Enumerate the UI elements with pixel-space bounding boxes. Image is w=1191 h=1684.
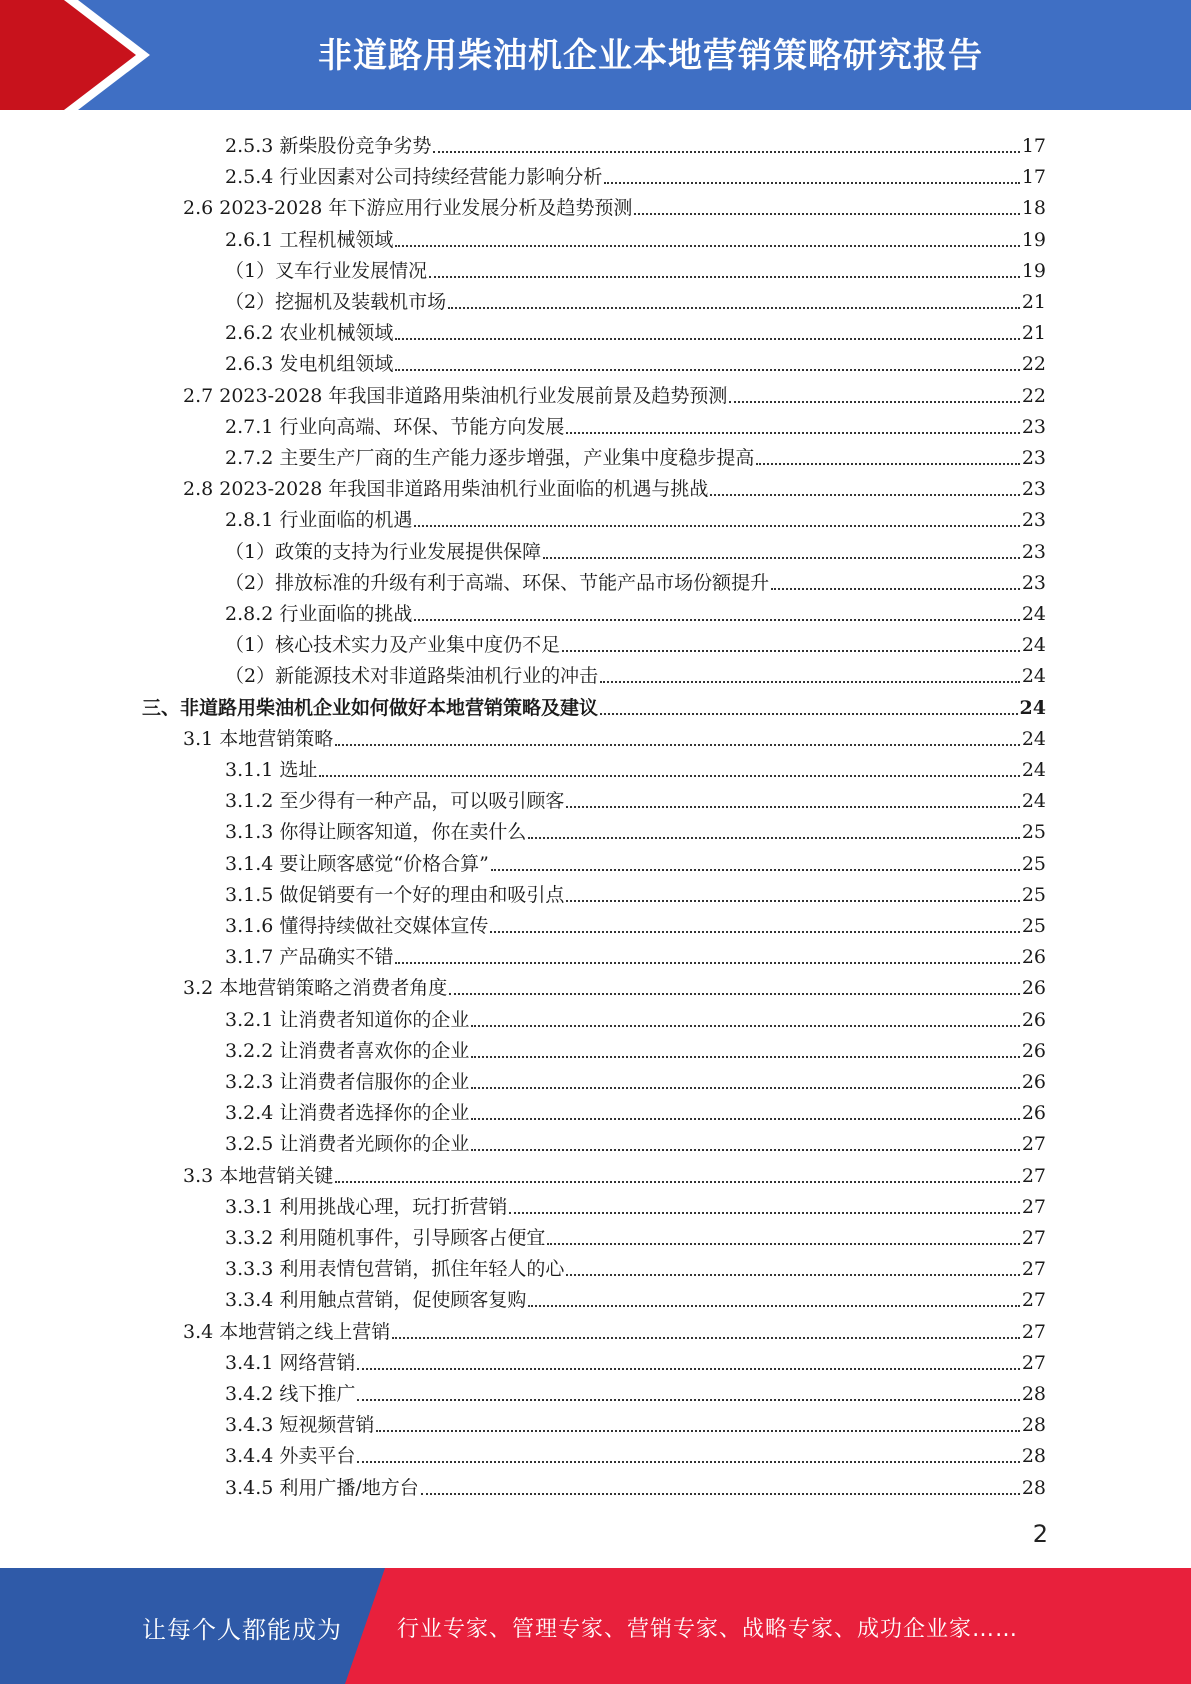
toc-entry-label: 2.6.1 工程机械领域 bbox=[225, 228, 394, 251]
toc-leader-dots bbox=[357, 1398, 1019, 1401]
toc-entry-label: （1）叉车行业发展情况 bbox=[225, 259, 428, 282]
toc-entry-page: 28 bbox=[1021, 1445, 1046, 1468]
toc-entry-page: 25 bbox=[1021, 915, 1046, 937]
toc-leader-dots bbox=[604, 181, 1019, 184]
toc-entry-label: 2.8.2 行业面临的挑战 bbox=[225, 603, 413, 625]
toc-entry[interactable] bbox=[225, 1188, 1046, 1219]
toc-leader-dots bbox=[634, 212, 1019, 215]
toc-entry-page: 26 bbox=[1021, 1008, 1046, 1031]
toc-entry-label: 3.3 本地营销关键 bbox=[183, 1164, 334, 1187]
toc-entry-page: 26 bbox=[1021, 1071, 1046, 1093]
toc-entry-label: 3.2.2 让消费者喜欢你的企业 bbox=[225, 1039, 470, 1062]
toc-entry-page: 28 bbox=[1021, 1414, 1046, 1437]
toc-entry[interactable] bbox=[225, 564, 1046, 595]
toc-leader-dots bbox=[543, 556, 1020, 559]
toc-leader-dots bbox=[528, 836, 1019, 839]
toc-entry-page: 24 bbox=[1021, 727, 1046, 750]
toc-entry-page: 18 bbox=[1021, 197, 1046, 220]
toc-entry-page: 24 bbox=[1021, 790, 1046, 813]
toc-entry-page: 27 bbox=[1021, 1258, 1046, 1281]
toc-entry[interactable] bbox=[225, 938, 1046, 969]
toc-entry[interactable] bbox=[142, 689, 1046, 720]
toc-entry[interactable] bbox=[225, 1406, 1046, 1437]
toc-leader-dots bbox=[490, 930, 1019, 933]
toc-entry[interactable] bbox=[225, 1437, 1046, 1468]
toc-entry-page: 24 bbox=[1019, 696, 1046, 719]
toc-entry[interactable] bbox=[225, 1281, 1046, 1312]
toc-entry-label: 3.1.1 选址 bbox=[225, 759, 318, 781]
toc-leader-dots bbox=[566, 805, 1019, 808]
toc-entry-page: 24 bbox=[1021, 634, 1046, 657]
toc-entry-label: 3.2 本地营销策略之消费者角度 bbox=[183, 977, 448, 1000]
toc-entry-label: 3.4.3 短视频营销 bbox=[225, 1414, 375, 1437]
toc-leader-dots bbox=[566, 1273, 1019, 1276]
toc-entry-page: 26 bbox=[1021, 977, 1046, 1000]
page-number: 2 bbox=[1032, 1520, 1048, 1548]
toc-entry-label: 3.1.2 至少得有一种产品，可以吸引顾客 bbox=[225, 790, 565, 813]
toc-entry[interactable] bbox=[225, 1375, 1046, 1406]
toc-entry-label: （1）核心技术实力及产业集中度仍不足 bbox=[225, 634, 561, 657]
toc-entry[interactable] bbox=[225, 501, 1046, 532]
toc-entry[interactable] bbox=[225, 1032, 1046, 1063]
toc-entry-label: 3.1.6 懂得持续做社交媒体宣传 bbox=[225, 915, 489, 937]
toc-leader-dots bbox=[414, 618, 1019, 621]
toc-entry-label: 3.1.5 做促销要有一个好的理由和吸引点 bbox=[225, 883, 565, 906]
toc-entry-label: 3.4.2 线下推广 bbox=[225, 1383, 356, 1405]
toc-leader-dots bbox=[491, 868, 1020, 871]
toc-entry-label: 3.4.5 利用广播/地方台 bbox=[225, 1476, 419, 1499]
toc-entry[interactable] bbox=[225, 314, 1046, 345]
toc-leader-dots bbox=[566, 899, 1019, 902]
toc-entry[interactable] bbox=[225, 907, 1046, 938]
footer-slogan-left: 让每个人都能成为 bbox=[142, 1616, 342, 1644]
toc-entry[interactable] bbox=[183, 470, 1046, 501]
toc-entry-label: 2.6.2 农业机械领域 bbox=[225, 322, 394, 345]
toc-entry[interactable] bbox=[225, 1063, 1046, 1094]
toc-entry-page: 26 bbox=[1021, 946, 1046, 969]
toc-entry-label: 2.5.4 行业因素对公司持续经营能力影响分析 bbox=[225, 166, 603, 189]
toc-entry-page: 23 bbox=[1021, 478, 1046, 501]
toc-entry-page: 27 bbox=[1021, 1195, 1046, 1218]
toc-entry-page: 28 bbox=[1021, 1383, 1046, 1405]
toc-entry-label: 2.7.1 行业向高端、环保、节能方向发展 bbox=[225, 415, 565, 438]
toc-leader-dots bbox=[357, 1460, 1019, 1463]
toc-leader-dots bbox=[600, 680, 1020, 683]
toc-entry-label: 3.1 本地营销策略 bbox=[183, 727, 334, 750]
toc-entry-label: （2）新能源技术对非道路柴油机行业的冲击 bbox=[225, 665, 599, 688]
toc-leader-dots bbox=[376, 1429, 1019, 1432]
toc-entry[interactable] bbox=[225, 1469, 1046, 1500]
toc-entry[interactable] bbox=[225, 876, 1046, 907]
toc-entry-label: 3.3.3 利用表情包营销，抓住年轻人的心 bbox=[225, 1258, 565, 1281]
toc-entry[interactable] bbox=[225, 345, 1046, 376]
toc-entry-page: 25 bbox=[1021, 852, 1046, 875]
toc-entry-label: 3.4.4 外卖平台 bbox=[225, 1445, 356, 1468]
toc-entry-label: 3.4.1 网络营销 bbox=[225, 1351, 356, 1374]
toc-entry[interactable] bbox=[183, 189, 1046, 220]
toc-entry-label: 3.1.7 产品确实不错 bbox=[225, 946, 394, 969]
toc-entry[interactable] bbox=[225, 1001, 1046, 1032]
toc-entry[interactable] bbox=[225, 1094, 1046, 1125]
toc-entry-label: 2.6 2023-2028 年下游应用行业发展分析及趋势预测 bbox=[183, 197, 633, 220]
toc-leader-dots bbox=[395, 244, 1019, 247]
toc-entry-page: 17 bbox=[1021, 135, 1046, 157]
toc-entry[interactable] bbox=[225, 533, 1046, 564]
toc-entry[interactable] bbox=[183, 1313, 1046, 1344]
toc-leader-dots bbox=[414, 524, 1019, 527]
toc-entry-page: 27 bbox=[1021, 1289, 1046, 1312]
toc-entry-page: 24 bbox=[1021, 603, 1046, 625]
toc-leader-dots bbox=[471, 1086, 1019, 1089]
toc-entry[interactable] bbox=[225, 408, 1046, 439]
report-title: 非道路用柴油机企业本地营销策略研究报告 bbox=[318, 36, 983, 76]
toc-entry-label: 3.2.1 让消费者知道你的企业 bbox=[225, 1008, 470, 1031]
toc-entry-page: 24 bbox=[1021, 759, 1046, 781]
toc-leader-dots bbox=[429, 275, 1020, 278]
toc-entry-page: 28 bbox=[1021, 1476, 1046, 1499]
toc-leader-dots bbox=[562, 649, 1020, 652]
toc-leader-dots bbox=[509, 1211, 1019, 1214]
toc-entry-page: 26 bbox=[1021, 1102, 1046, 1125]
toc-entry-page: 19 bbox=[1021, 228, 1046, 251]
toc-entry-page: 23 bbox=[1021, 540, 1046, 563]
toc-entry[interactable] bbox=[225, 751, 1046, 782]
toc-entry[interactable] bbox=[183, 720, 1046, 751]
toc-entry-label: 3.2.5 让消费者光顾你的企业 bbox=[225, 1133, 470, 1156]
toc-entry-label: 2.7 2023-2028 年我国非道路用柴油机行业发展前景及趋势预测 bbox=[183, 384, 728, 407]
toc-entry-label: 2.6.3 发电机组领域 bbox=[225, 353, 394, 376]
toc-entry[interactable] bbox=[225, 845, 1046, 876]
toc-leader-dots bbox=[421, 1492, 1020, 1495]
toc-leader-dots bbox=[395, 961, 1019, 964]
toc-entry-label: 2.8 2023-2028 年我国非道路用柴油机行业面临的机遇与挑战 bbox=[183, 478, 709, 501]
toc-entry-label: 3.4 本地营销之线上营销 bbox=[183, 1320, 391, 1343]
toc-entry-page: 27 bbox=[1021, 1351, 1046, 1374]
toc-entry[interactable] bbox=[225, 158, 1046, 189]
toc-leader-dots bbox=[395, 337, 1019, 340]
toc-entry-page: 27 bbox=[1021, 1164, 1046, 1187]
toc-entry-label: 2.5.3 新柴股份竞争劣势 bbox=[225, 135, 432, 157]
toc-entry[interactable] bbox=[225, 595, 1046, 626]
toc-entry[interactable] bbox=[225, 1250, 1046, 1281]
toc-leader-dots bbox=[729, 400, 1019, 403]
footer-slogan-right: 行业专家、管理专家、营销专家、战略专家、成功企业家…… bbox=[397, 1617, 1019, 1642]
toc-leader-dots bbox=[449, 992, 1020, 995]
toc-entry[interactable] bbox=[225, 782, 1046, 813]
toc-entry-label: 3.1.4 要让顾客感觉“价格合算” bbox=[225, 852, 489, 875]
toc-entry-page: 22 bbox=[1021, 353, 1046, 376]
toc-entry-label: （2）排放标准的升级有利于高端、环保、节能产品市场份额提升 bbox=[225, 571, 770, 594]
toc-leader-dots bbox=[710, 493, 1019, 496]
toc-leader-dots bbox=[471, 1117, 1019, 1120]
toc-entry-label: 3.2.4 让消费者选择你的企业 bbox=[225, 1102, 470, 1125]
toc-leader-dots bbox=[433, 150, 1019, 153]
toc-entry[interactable] bbox=[225, 252, 1046, 283]
toc-entry[interactable] bbox=[225, 657, 1046, 688]
toc-leader-dots bbox=[471, 1055, 1019, 1058]
toc-entry[interactable] bbox=[225, 283, 1046, 314]
toc-entry[interactable] bbox=[183, 377, 1046, 408]
toc-entry-page: 27 bbox=[1021, 1320, 1046, 1343]
page-header bbox=[0, 0, 1191, 110]
toc-leader-dots bbox=[471, 1024, 1019, 1027]
header-chevron-icon bbox=[64, 0, 174, 110]
toc-leader-dots bbox=[600, 712, 1018, 715]
toc-entry-label: 3.2.3 让消费者信服你的企业 bbox=[225, 1071, 470, 1093]
toc-leader-dots bbox=[392, 1336, 1020, 1339]
toc-entry-label: （1）政策的支持为行业发展提供保障 bbox=[225, 540, 542, 563]
toc-entry[interactable] bbox=[225, 1125, 1046, 1156]
toc-entry-page: 21 bbox=[1021, 291, 1046, 313]
toc-entry-page: 27 bbox=[1021, 1133, 1046, 1156]
toc-entry[interactable] bbox=[225, 626, 1046, 657]
toc-entry-label: 2.8.1 行业面临的机遇 bbox=[225, 509, 413, 532]
toc-entry-page: 27 bbox=[1021, 1227, 1046, 1249]
toc-entry[interactable] bbox=[225, 1344, 1046, 1375]
toc-leader-dots bbox=[335, 1180, 1020, 1183]
toc-leader-dots bbox=[471, 1148, 1019, 1151]
toc-leader-dots bbox=[319, 774, 1019, 777]
toc-entry[interactable] bbox=[225, 813, 1046, 844]
toc-entry-page: 19 bbox=[1021, 259, 1046, 282]
toc-entry[interactable] bbox=[225, 221, 1046, 252]
toc-entry-page: 21 bbox=[1021, 322, 1046, 345]
toc-leader-dots bbox=[528, 1304, 1019, 1307]
toc-entry-page: 23 bbox=[1021, 509, 1046, 532]
toc-entry-page: 25 bbox=[1021, 883, 1046, 906]
toc-entry[interactable] bbox=[225, 439, 1046, 470]
toc-entry-page: 24 bbox=[1021, 665, 1046, 688]
toc-entry-label: 3.3.2 利用随机事件，引导顾客占便宜 bbox=[225, 1227, 546, 1249]
toc-entry-label: （2）挖掘机及装载机市场 bbox=[225, 291, 447, 313]
toc-entry-page: 26 bbox=[1021, 1039, 1046, 1062]
toc-entry-label: 三、非道路用柴油机企业如何做好本地营销策略及建议 bbox=[142, 696, 599, 719]
toc-leader-dots bbox=[771, 587, 1020, 590]
toc-entry-label: 2.7.2 主要生产厂商的生产能力逐步增强，产业集中度稳步提高 bbox=[225, 447, 755, 469]
toc-leader-dots bbox=[547, 1242, 1019, 1245]
toc-entry-page: 25 bbox=[1021, 821, 1046, 844]
page-footer bbox=[0, 1568, 1191, 1684]
toc-entry-page: 22 bbox=[1021, 384, 1046, 407]
toc-leader-dots bbox=[357, 1367, 1019, 1370]
toc-entry[interactable] bbox=[183, 1157, 1046, 1188]
toc-leader-dots bbox=[448, 306, 1020, 309]
toc-entry[interactable] bbox=[225, 1219, 1046, 1250]
toc-entry-label: 3.1.3 你得让顾客知道，你在卖什么 bbox=[225, 821, 527, 844]
toc-leader-dots bbox=[395, 368, 1019, 371]
toc-entry-page: 23 bbox=[1021, 447, 1046, 469]
toc-entry-page: 23 bbox=[1021, 415, 1046, 438]
toc-leader-dots bbox=[335, 743, 1020, 746]
toc-entry-page: 17 bbox=[1021, 166, 1046, 189]
toc-leader-dots bbox=[756, 462, 1019, 465]
toc-entry-page: 23 bbox=[1021, 571, 1046, 594]
toc-entry[interactable] bbox=[225, 127, 1046, 158]
toc-entry-label: 3.3.4 利用触点营销，促使顾客复购 bbox=[225, 1289, 527, 1312]
toc-entry-label: 3.3.1 利用挑战心理，玩打折营销 bbox=[225, 1195, 508, 1218]
toc-entry[interactable] bbox=[183, 969, 1046, 1000]
toc-leader-dots bbox=[566, 431, 1019, 434]
